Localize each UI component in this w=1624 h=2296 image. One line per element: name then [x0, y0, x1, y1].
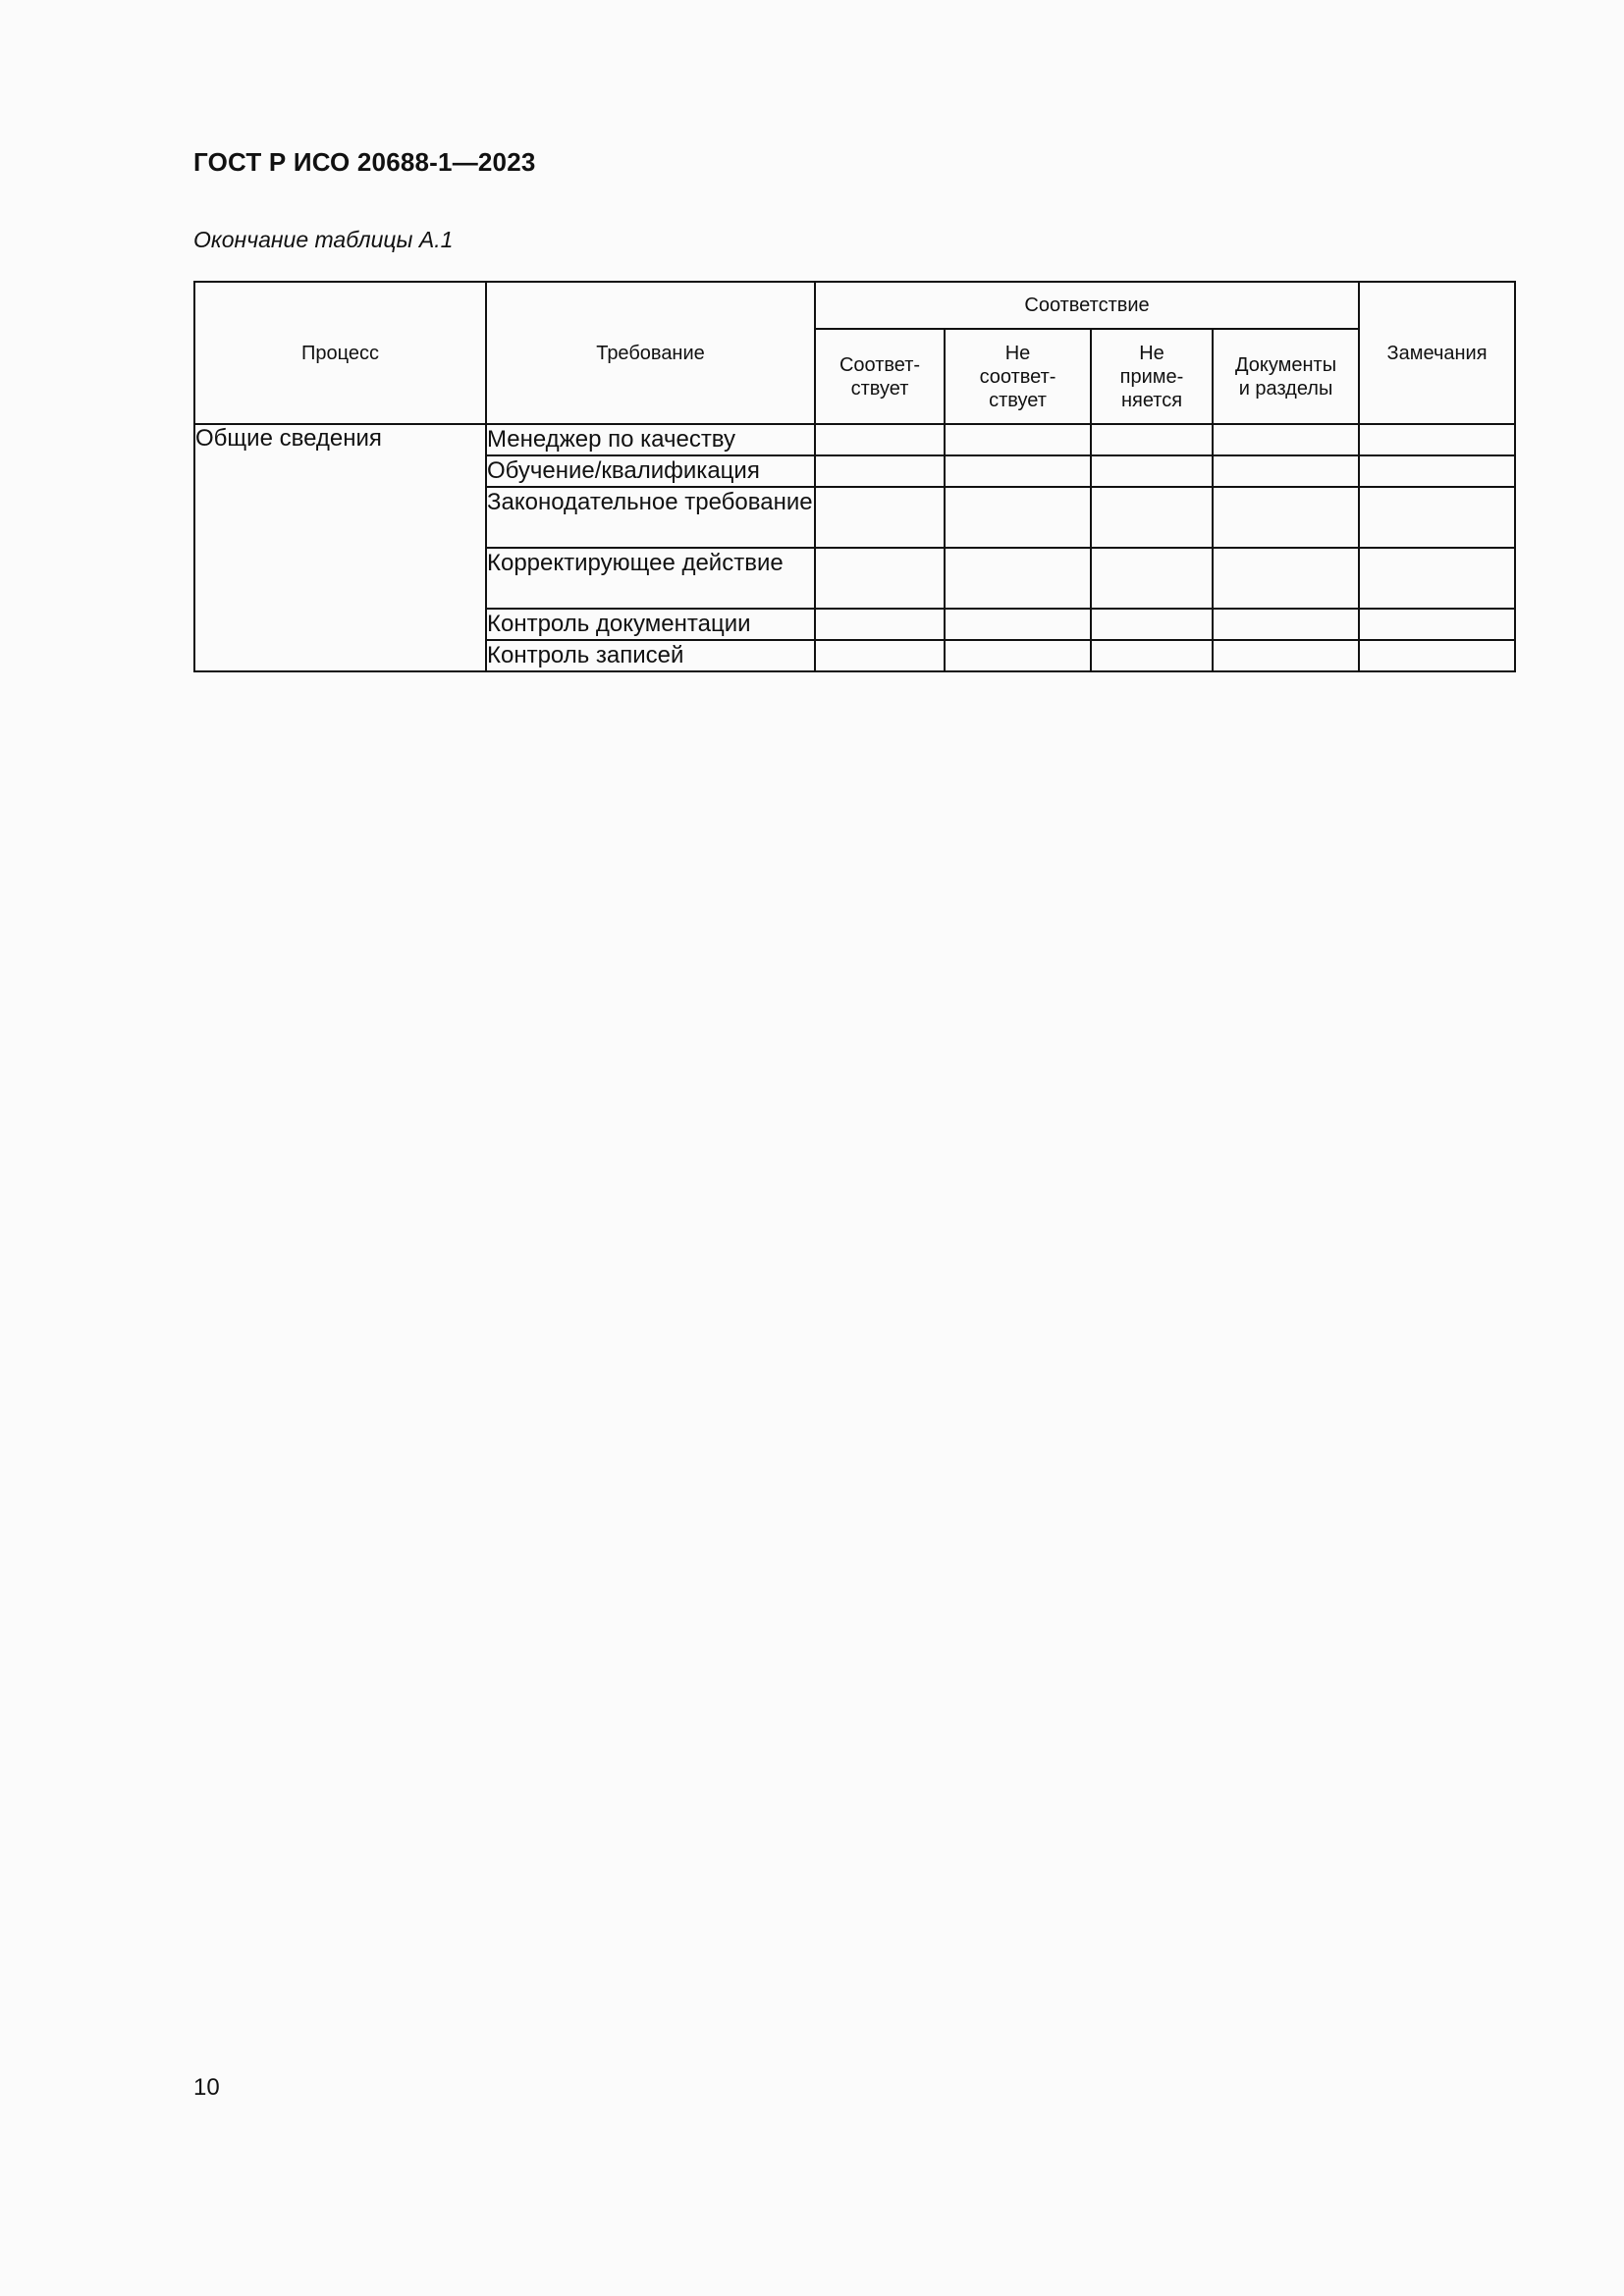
documents-cell	[1213, 455, 1359, 487]
header-row-top	[194, 282, 1515, 329]
documents-cell	[1213, 487, 1359, 548]
not-conforms-cell	[945, 640, 1091, 671]
header-requirement: Требование	[486, 282, 815, 424]
table-row	[194, 424, 1515, 455]
header-remarks: Замечания	[1359, 282, 1515, 424]
header-documents-label: Документы и разделы	[1234, 353, 1337, 400]
header-process: Процесс	[194, 282, 486, 424]
not-applicable-cell	[1091, 548, 1213, 609]
not-conforms-cell	[945, 548, 1091, 609]
not-conforms-cell	[945, 424, 1091, 455]
remarks-cell	[1359, 548, 1515, 609]
requirement-cell: Законодательное требование	[486, 487, 815, 548]
document-code: ГОСТ Р ИСО 20688-1—2023	[193, 147, 536, 177]
requirement-cell: Обучение/квалификация	[486, 455, 815, 487]
header-not-applicable-label: Не приме- няется	[1119, 342, 1184, 411]
page-number: 10	[193, 2074, 220, 2101]
header-conforms	[815, 329, 945, 424]
remarks-cell	[1359, 487, 1515, 548]
requirement-cell: Контроль документации	[486, 609, 815, 640]
remarks-cell	[1359, 640, 1515, 671]
header-not-conforms	[945, 329, 1091, 424]
remarks-cell	[1359, 455, 1515, 487]
not-applicable-cell	[1091, 424, 1213, 455]
documents-cell	[1213, 640, 1359, 671]
remarks-cell	[1359, 424, 1515, 455]
header-documents	[1213, 329, 1359, 424]
not-applicable-cell	[1091, 455, 1213, 487]
requirement-cell: Менеджер по качеству	[486, 424, 815, 455]
conforms-cell	[815, 640, 945, 671]
requirement-cell: Контроль записей	[486, 640, 815, 671]
not-applicable-cell	[1091, 609, 1213, 640]
not-conforms-cell	[945, 609, 1091, 640]
not-conforms-cell	[945, 487, 1091, 548]
process-cell: Общие сведения	[194, 424, 486, 671]
conforms-cell	[815, 424, 945, 455]
requirements-table	[193, 281, 1516, 672]
conforms-cell	[815, 487, 945, 548]
documents-cell	[1213, 548, 1359, 609]
not-applicable-cell	[1091, 487, 1213, 548]
documents-cell	[1213, 609, 1359, 640]
table-caption: Окончание таблицы А.1	[193, 227, 454, 252]
header-not-conforms-label: Не соответ- ствует	[979, 342, 1056, 411]
remarks-cell	[1359, 609, 1515, 640]
requirement-cell: Корректирующее действие	[486, 548, 815, 609]
header-conforms-label: Соответ- ствует	[839, 353, 921, 400]
header-not-applicable	[1091, 329, 1213, 424]
header-conformity-group: Соответствие	[815, 282, 1359, 329]
not-conforms-cell	[945, 455, 1091, 487]
conforms-cell	[815, 609, 945, 640]
documents-cell	[1213, 424, 1359, 455]
conforms-cell	[815, 548, 945, 609]
conforms-cell	[815, 455, 945, 487]
not-applicable-cell	[1091, 640, 1213, 671]
